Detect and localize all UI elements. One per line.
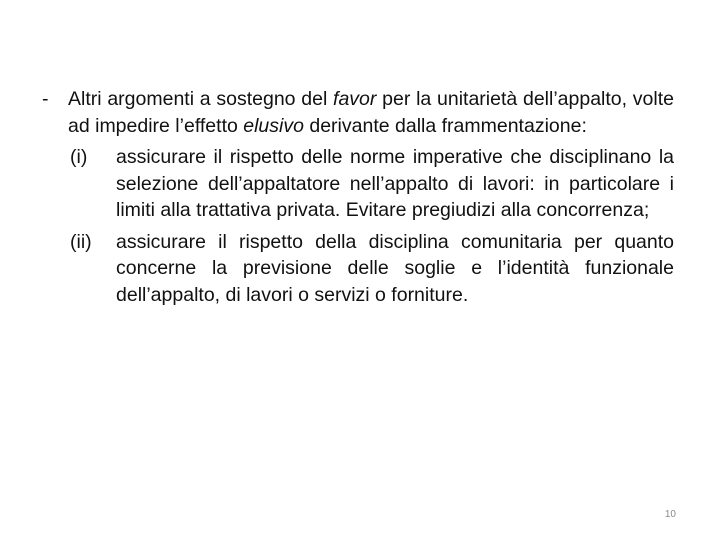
page-number: 10 [664,509,676,520]
bullet-text-italic-elusivo: elusivo [243,114,304,137]
bullet-text-part: derivante dalla frammentazione: [303,114,587,137]
bullet-text-part: Altri argomenti a sostegno del [68,88,334,110]
sub-item-text: assicurare il rispetto delle norme imperative che disciplinano la selezione dell’appaltatore nell’appalto di lavori: in particolare i limiti alla trattativa privata. Evitare pregiudizi alla concorrenza; [116,146,674,221]
bullet-item [34,86,674,139]
bullet-text [68,86,674,139]
sub-item-marker: (i) [70,146,88,168]
slide-content [34,86,674,308]
bullet-text-italic-favor: favor [333,88,377,110]
bullet-dash: - [42,88,49,110]
sub-item-text: assicurare il rispetto della disciplina comunitaria per quanto concerne la previsione delle soglie e l’identità funzionale dell’appalto, di lavori o servizi o forniture. [116,230,674,306]
sub-item-ii [34,229,674,309]
sub-item-marker: (ii) [70,230,92,253]
sub-list [34,144,674,308]
sub-item-i [34,144,674,224]
bullet-text-part: per la unitarietà dell’appalto, volte ad impedire l’effetto [68,88,674,137]
